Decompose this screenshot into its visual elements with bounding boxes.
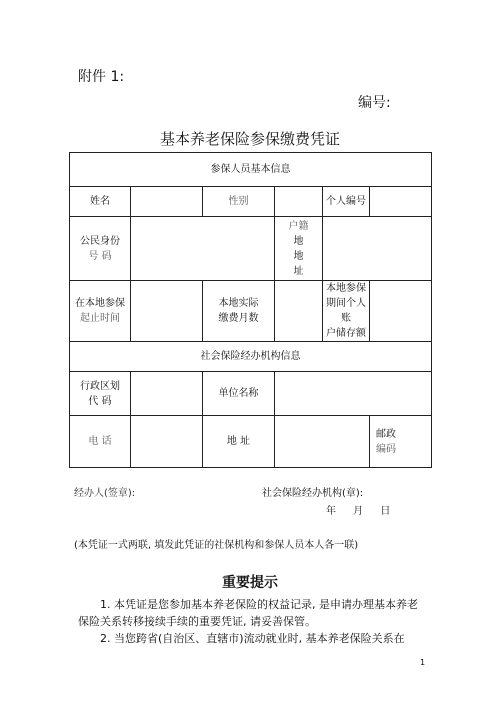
- balance-line1: 本地参保: [326, 283, 366, 294]
- hukou-line3: 地: [293, 250, 304, 262]
- postal-line2: 编码: [376, 443, 396, 455]
- notice-item-2: 2. 当您跨省(自治区、直辖市)流动就业时, 基本养老保险关系在: [100, 632, 405, 645]
- name-field[interactable]: [131, 187, 203, 217]
- hukou-line4: 址: [293, 265, 304, 277]
- division-code-field[interactable]: [131, 372, 203, 416]
- date-label: 年 月 日: [326, 506, 391, 517]
- notice-heading: 重要提示: [222, 575, 278, 591]
- document-title: 基本养老保险参保缴费凭证: [159, 130, 340, 148]
- agency-address-label: 地 址: [203, 416, 275, 468]
- division-code-label: [70, 372, 131, 416]
- hukou-address-label: [275, 217, 323, 281]
- name-label: 姓名: [70, 187, 131, 217]
- period-line2: 起止时间: [80, 313, 120, 324]
- section-agency-info: 社会保险经办机构信息: [70, 342, 432, 372]
- period-line1: 在本地参保: [75, 298, 125, 309]
- hukou-line2: 地: [293, 235, 304, 247]
- section-insured-basic-info: 参保人员基本信息: [70, 153, 432, 187]
- hukou-line1: 户籍: [288, 220, 309, 232]
- id-label-line2: 号 码: [88, 250, 112, 262]
- paid-months-field[interactable]: [275, 281, 323, 342]
- personal-number-label: 个人编号: [323, 187, 370, 217]
- phone-field[interactable]: [131, 416, 203, 468]
- id-number-label: [70, 217, 131, 281]
- hukou-address-field[interactable]: [323, 217, 432, 281]
- unit-name-label: 单位名称: [203, 372, 275, 416]
- postal-line1: 邮政: [376, 428, 396, 440]
- balance-line3: 户储存额: [326, 328, 366, 339]
- insured-period-field[interactable]: [131, 281, 203, 342]
- months-line1: 本地实际: [218, 298, 259, 309]
- attachment-label: 附件 1:: [78, 69, 125, 85]
- serial-number-label: 编号:: [358, 95, 391, 111]
- agency-seal-label: 社会保险经办机构(章):: [262, 488, 364, 499]
- agency-address-field[interactable]: [275, 416, 370, 468]
- postal-code-cell[interactable]: [370, 416, 432, 468]
- notice-item-1: 1. 本凭证是您参加基本养老保险的权益记录, 是申请办理基本养老保险关系转移接续手续的重要凭证, 请妥善保管。: [78, 598, 418, 628]
- id-label-line1: 公民身份: [80, 235, 120, 247]
- months-line2: 缴费月数: [218, 313, 259, 324]
- gender-label: 性别: [203, 187, 275, 217]
- account-balance-label: [323, 281, 370, 342]
- division-line2: 代 码: [88, 395, 112, 407]
- copies-note: (本凭证一式两联, 填发此凭证的社保机构和参保人员本人各一联): [74, 540, 359, 551]
- id-number-field[interactable]: [131, 217, 275, 281]
- contribution-certificate-form: [69, 152, 432, 468]
- account-balance-field[interactable]: [370, 281, 432, 342]
- personal-number-field[interactable]: [370, 187, 432, 217]
- balance-line2: 期间个人账: [326, 298, 366, 324]
- paid-months-label: [203, 281, 275, 342]
- division-line1: 行政区划: [80, 380, 120, 392]
- handler-signature-label: 经办人(签章):: [74, 488, 136, 499]
- gender-field[interactable]: [275, 187, 323, 217]
- insured-period-label: [70, 281, 131, 342]
- phone-label: 电 话: [70, 416, 131, 468]
- unit-name-field[interactable]: [275, 372, 432, 416]
- page-number: 1: [420, 658, 426, 667]
